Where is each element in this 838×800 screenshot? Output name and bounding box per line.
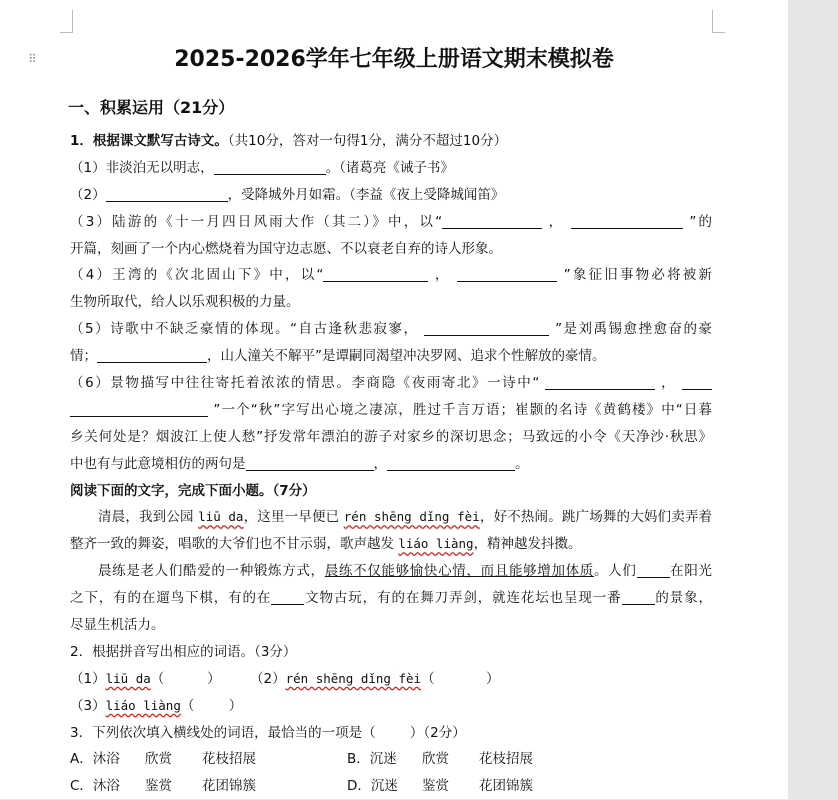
- answer-blank[interactable]: [70, 400, 208, 417]
- answer-blank[interactable]: [545, 373, 655, 390]
- text: （2）: [250, 670, 286, 687]
- text: 中也有与此意境相仿的两句是: [70, 455, 246, 472]
- drag-handle-icon[interactable]: ⠿: [28, 52, 35, 66]
- option-c[interactable]: C．沐浴 鉴赏 花团锦簇: [70, 778, 256, 795]
- text: ，: [434, 267, 451, 284]
- question-1-note: （共10分，答对一句得1分，满分不超过10分）: [227, 133, 508, 149]
- text: ，好不热闹。跳广场舞的大妈们卖弄着: [479, 509, 712, 526]
- answer-blank[interactable]: [387, 454, 515, 471]
- answer-blank[interactable]: [424, 319, 549, 336]
- question-1-title: 1．根据课文默写古诗文。: [70, 133, 228, 149]
- answer-blank[interactable]: [271, 588, 304, 605]
- pinyin: liū da: [198, 509, 244, 525]
- text: （3）陆游的《十一月四日风雨大作（其二）》中，以“: [70, 213, 443, 230]
- answer-blank[interactable]: [622, 588, 655, 605]
- text: ，这里一早便已: [243, 509, 340, 526]
- option-b[interactable]: B．沉迷 欣赏 花枝招展: [347, 751, 533, 768]
- answer-blank[interactable]: [214, 158, 326, 175]
- text: ，: [373, 455, 387, 472]
- text: （1）非淡泊无以明志，: [70, 159, 214, 176]
- crop-mark-right: [712, 10, 725, 33]
- window-background: [788, 0, 838, 799]
- answer-blank[interactable]: [571, 212, 683, 229]
- text: 清晨，我到公园: [98, 509, 194, 526]
- text: 晨练是老人们酷爱的一种锻炼方式，: [98, 563, 325, 580]
- text: ，精神越发抖擞。: [473, 536, 582, 553]
- option-a[interactable]: A．沐浴 欣赏 花枝招展: [70, 751, 256, 768]
- text: 。人们: [593, 563, 637, 580]
- crop-mark-left: [60, 10, 73, 33]
- text: ”的: [689, 213, 712, 230]
- text: ，: [661, 375, 677, 392]
- text: ”象征旧事物必将被新: [563, 267, 712, 284]
- pinyin: liáo liàng: [105, 697, 181, 713]
- text: 乡关何处是？烟波江上使人愁”抒发常年漂泊的游子对家乡的深切思念；马致远的小令《天净沙·秋思》: [70, 428, 712, 445]
- text: 。: [515, 455, 529, 472]
- text: 在阳光: [669, 563, 712, 580]
- text: 。（诸葛亮《诫子书》: [325, 159, 454, 176]
- question-3-title: 3．下列依次填入横线处的词语，最恰当的一项是（ ）（2分）: [70, 724, 466, 741]
- answer-bracket[interactable]: （ ）: [421, 670, 500, 687]
- text: 尽显生机活力。: [70, 617, 165, 634]
- text: （5）诗歌中不缺乏豪情的体现。“自古逢秋悲寂寥，: [70, 321, 419, 338]
- pinyin: liáo liàng: [398, 536, 474, 552]
- pinyin: rén shēng dǐng fèi: [343, 509, 480, 525]
- document-title: 2025-2026学年七年级上册语文期末模拟卷: [174, 47, 614, 72]
- answer-blank[interactable]: [246, 454, 374, 471]
- option-d[interactable]: D．沉迷 鉴赏 花团锦簇: [347, 778, 533, 795]
- question-2-title: 2．根据拼音写出相应的词语。（3分）: [70, 643, 297, 660]
- pinyin: liū da: [105, 670, 151, 686]
- text: ，山人潼关不解平”是谭嗣同渴望冲决罗网、追求个性解放的豪情。: [207, 348, 606, 365]
- text: 之下，有的在遛鸟下棋，有的在: [70, 590, 272, 607]
- answer-blank[interactable]: [323, 265, 428, 282]
- text: ，: [548, 213, 565, 230]
- text: 文物古玩，有的在舞刀弄剑，就连花坛也呈现一番: [304, 590, 622, 607]
- reading-heading: 阅读下面的文字，完成下面小题。（7分）: [70, 482, 316, 499]
- answer-blank[interactable]: [97, 346, 207, 363]
- answer-blank[interactable]: [106, 185, 228, 202]
- text: 整齐一致的舞姿，唱歌的大爷们也不甘示弱，歌声越发: [70, 536, 394, 553]
- answer-blank[interactable]: [682, 373, 712, 390]
- text: 的景象，: [654, 590, 712, 607]
- underlined-sentence: 晨练不仅能够愉快心情，而且能够增加体质: [324, 563, 594, 580]
- answer-blank[interactable]: [637, 561, 670, 578]
- answer-blank[interactable]: [442, 212, 542, 229]
- text: 情；: [70, 348, 97, 365]
- document-body: [70, 128, 712, 800]
- text: （6）景物描写中往往寄托着浓浓的情思。李商隐《夜雨寄北》一诗中“: [70, 375, 540, 392]
- text: （1）: [70, 670, 106, 687]
- text: （2）: [70, 186, 106, 203]
- text: 开篇，刻画了一个内心燃烧着为国守边志愿、不以衰老自弃的诗人形象。: [70, 240, 502, 257]
- text: ”是刘禹锡愈挫愈奋的豪: [555, 321, 712, 338]
- text: ”一个“秋”字写出心境之凄凉，胜过千言万语；崔颢的名诗《黄鹤楼》中“日暮: [213, 401, 712, 418]
- answer-bracket[interactable]: （ ）: [150, 670, 221, 687]
- answer-bracket[interactable]: （ ）: [180, 697, 243, 714]
- text: （4）王湾的《次北固山下》中，以“: [70, 267, 324, 284]
- text: ，受降城外月如霜。（李益《夜上受降城闻笛》: [227, 186, 505, 203]
- pinyin: rén shēng dǐng fèi: [285, 670, 422, 686]
- section-heading: 一、积累运用（21分）: [68, 98, 235, 117]
- text: 生物所取代，给人以乐观积极的力量。: [70, 294, 300, 311]
- answer-blank[interactable]: [457, 265, 557, 282]
- text: （3）: [70, 697, 106, 714]
